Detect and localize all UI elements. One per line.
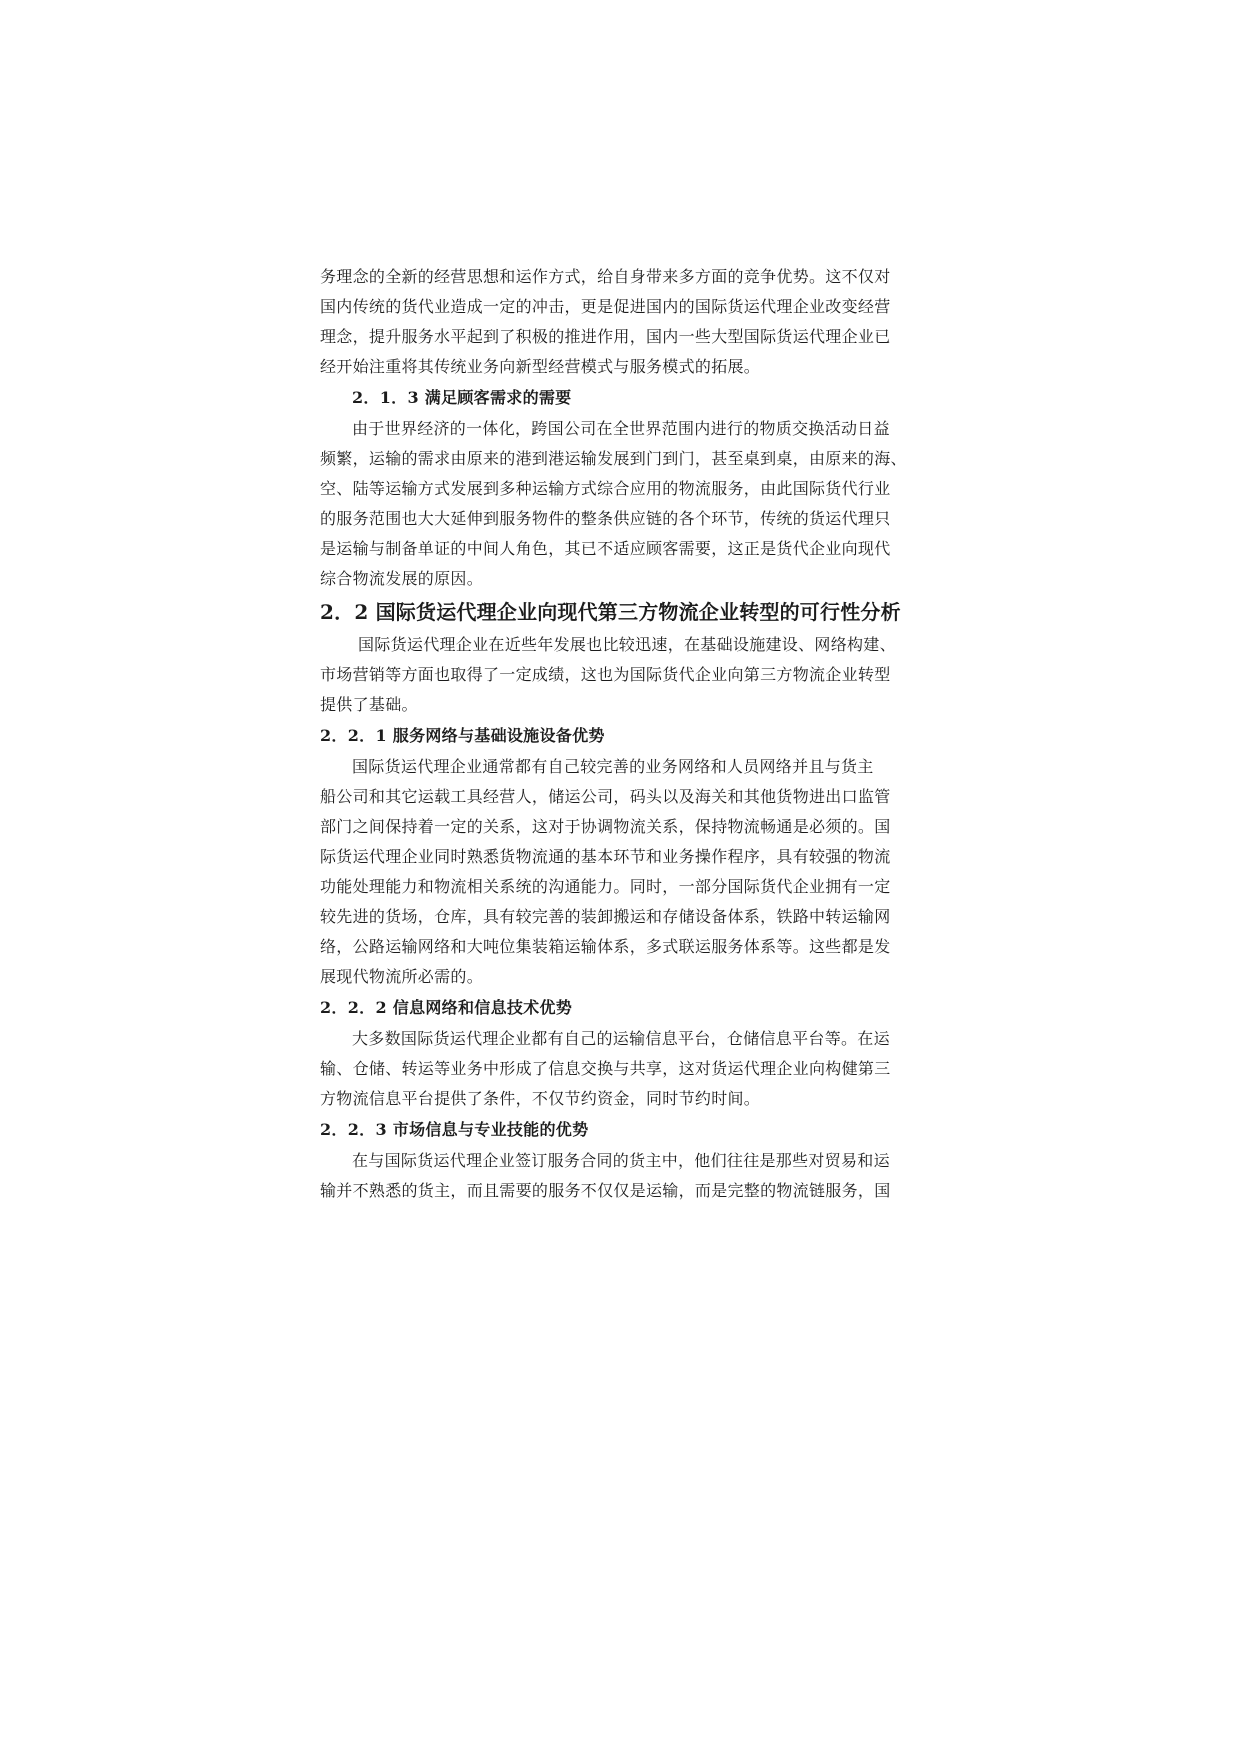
- text-line: 的服务范围也大大延伸到服务物件的整条供应链的各个环节，传统的货运代理只: [320, 509, 891, 528]
- text-line: 由于世界经济的一体化，跨国公司在全世界范围内进行的物质交换活动日益: [352, 419, 890, 438]
- text-line: 输、仓储、转运等业务中形成了信息交换与共享，这对货运代理企业向构健第三: [320, 1059, 891, 1078]
- paragraph-market-information: [320, 1146, 920, 1206]
- text-line: 国内传统的货代业造成一定的冲击，更是促进国内的国际货运代理企业改变经营: [320, 297, 891, 316]
- text-line: 务理念的全新的经营思想和运作方式，给自身带来多方面的竞争优势。这不仅对: [320, 267, 891, 286]
- text-line: 大多数国际货运代理企业都有自己的运输信息平台，仓储信息平台等。在运: [352, 1029, 890, 1048]
- text-line: 在与国际货运代理企业签订服务合同的货主中，他们往往是那些对贸易和运: [352, 1151, 890, 1170]
- text-line: 国际货运代理企业通常都有自己较完善的业务网络和人员网络并且与货主: [352, 757, 874, 776]
- text-line: 国际货运代理企业在近些年发展也比较迅速，在基础设施建设、网络构建、: [358, 635, 896, 654]
- section-heading-2-2-3: 2．2．3 市场信息与专业技能的优势: [320, 1120, 589, 1139]
- text-line: 际货运代理企业同时熟悉货物流通的基本环节和业务操作程序，具有较强的物流: [320, 847, 891, 866]
- text-line: 是运输与制备单证的中间人角色，其已不适应顾客需要，这正是货代企业向现代: [320, 539, 891, 558]
- text-line: 经开始注重将其传统业务向新型经营模式与服务模式的拓展。: [320, 357, 761, 376]
- text-line: 络，公路运输网络和大吨位集装箱运输体系，多式联运服务体系等。这些都是发: [320, 937, 891, 956]
- text-line: 频繁，运输的需求由原来的港到港运输发展到门到门，甚至桌到桌，由原来的海、: [320, 449, 907, 468]
- text-line: 市场营销等方面也取得了一定成绩，这也为国际货代企业向第三方物流企业转型: [320, 665, 891, 684]
- text-line: 输并不熟悉的货主，而且需要的服务不仅仅是运输，而是完整的物流链服务，国: [320, 1181, 891, 1200]
- paragraph-service-network: [320, 752, 920, 992]
- paragraph-customer-needs: [320, 414, 920, 594]
- section-heading-2-2-2: 2．2．2 信息网络和信息技术优势: [320, 998, 573, 1017]
- section-heading-2-2: 2．2 国际货运代理企业向现代第三方物流企业转型的可行性分析: [320, 600, 901, 624]
- text-line: 功能处理能力和物流相关系统的沟通能力。同时，一部分国际货代企业拥有一定: [320, 877, 891, 896]
- paragraph-intro: [320, 262, 920, 382]
- text-line: 综合物流发展的原因。: [320, 569, 484, 588]
- text-line: 展现代物流所必需的。: [320, 967, 484, 986]
- paragraph-information-network: [320, 1024, 920, 1114]
- document-page: [320, 262, 920, 1206]
- section-heading-2-2-1: 2．2．1 服务网络与基础设施设备优势: [320, 726, 605, 745]
- paragraph-feasibility: [320, 630, 920, 720]
- text-line: 方物流信息平台提供了条件，不仅节约资金，同时节约时间。: [320, 1089, 761, 1108]
- text-line: 较先进的货场，仓库，具有较完善的装卸搬运和存储设备体系，铁路中转运输网: [320, 907, 891, 926]
- text-line: 船公司和其它运载工具经营人，储运公司，码头以及海关和其他货物进出口监管: [320, 787, 891, 806]
- section-heading-2-1-3: 2．1．3 满足顾客需求的需要: [352, 388, 572, 407]
- text-line: 理念，提升服务水平起到了积极的推进作用，国内一些大型国际货运代理企业已: [320, 327, 891, 346]
- text-line: 部门之间保持着一定的关系，这对于协调物流关系，保持物流畅通是必须的。国: [320, 817, 891, 836]
- text-line: 提供了基础。: [320, 695, 418, 714]
- text-line: 空、陆等运输方式发展到多种运输方式综合应用的物流服务，由此国际货代行业: [320, 479, 891, 498]
